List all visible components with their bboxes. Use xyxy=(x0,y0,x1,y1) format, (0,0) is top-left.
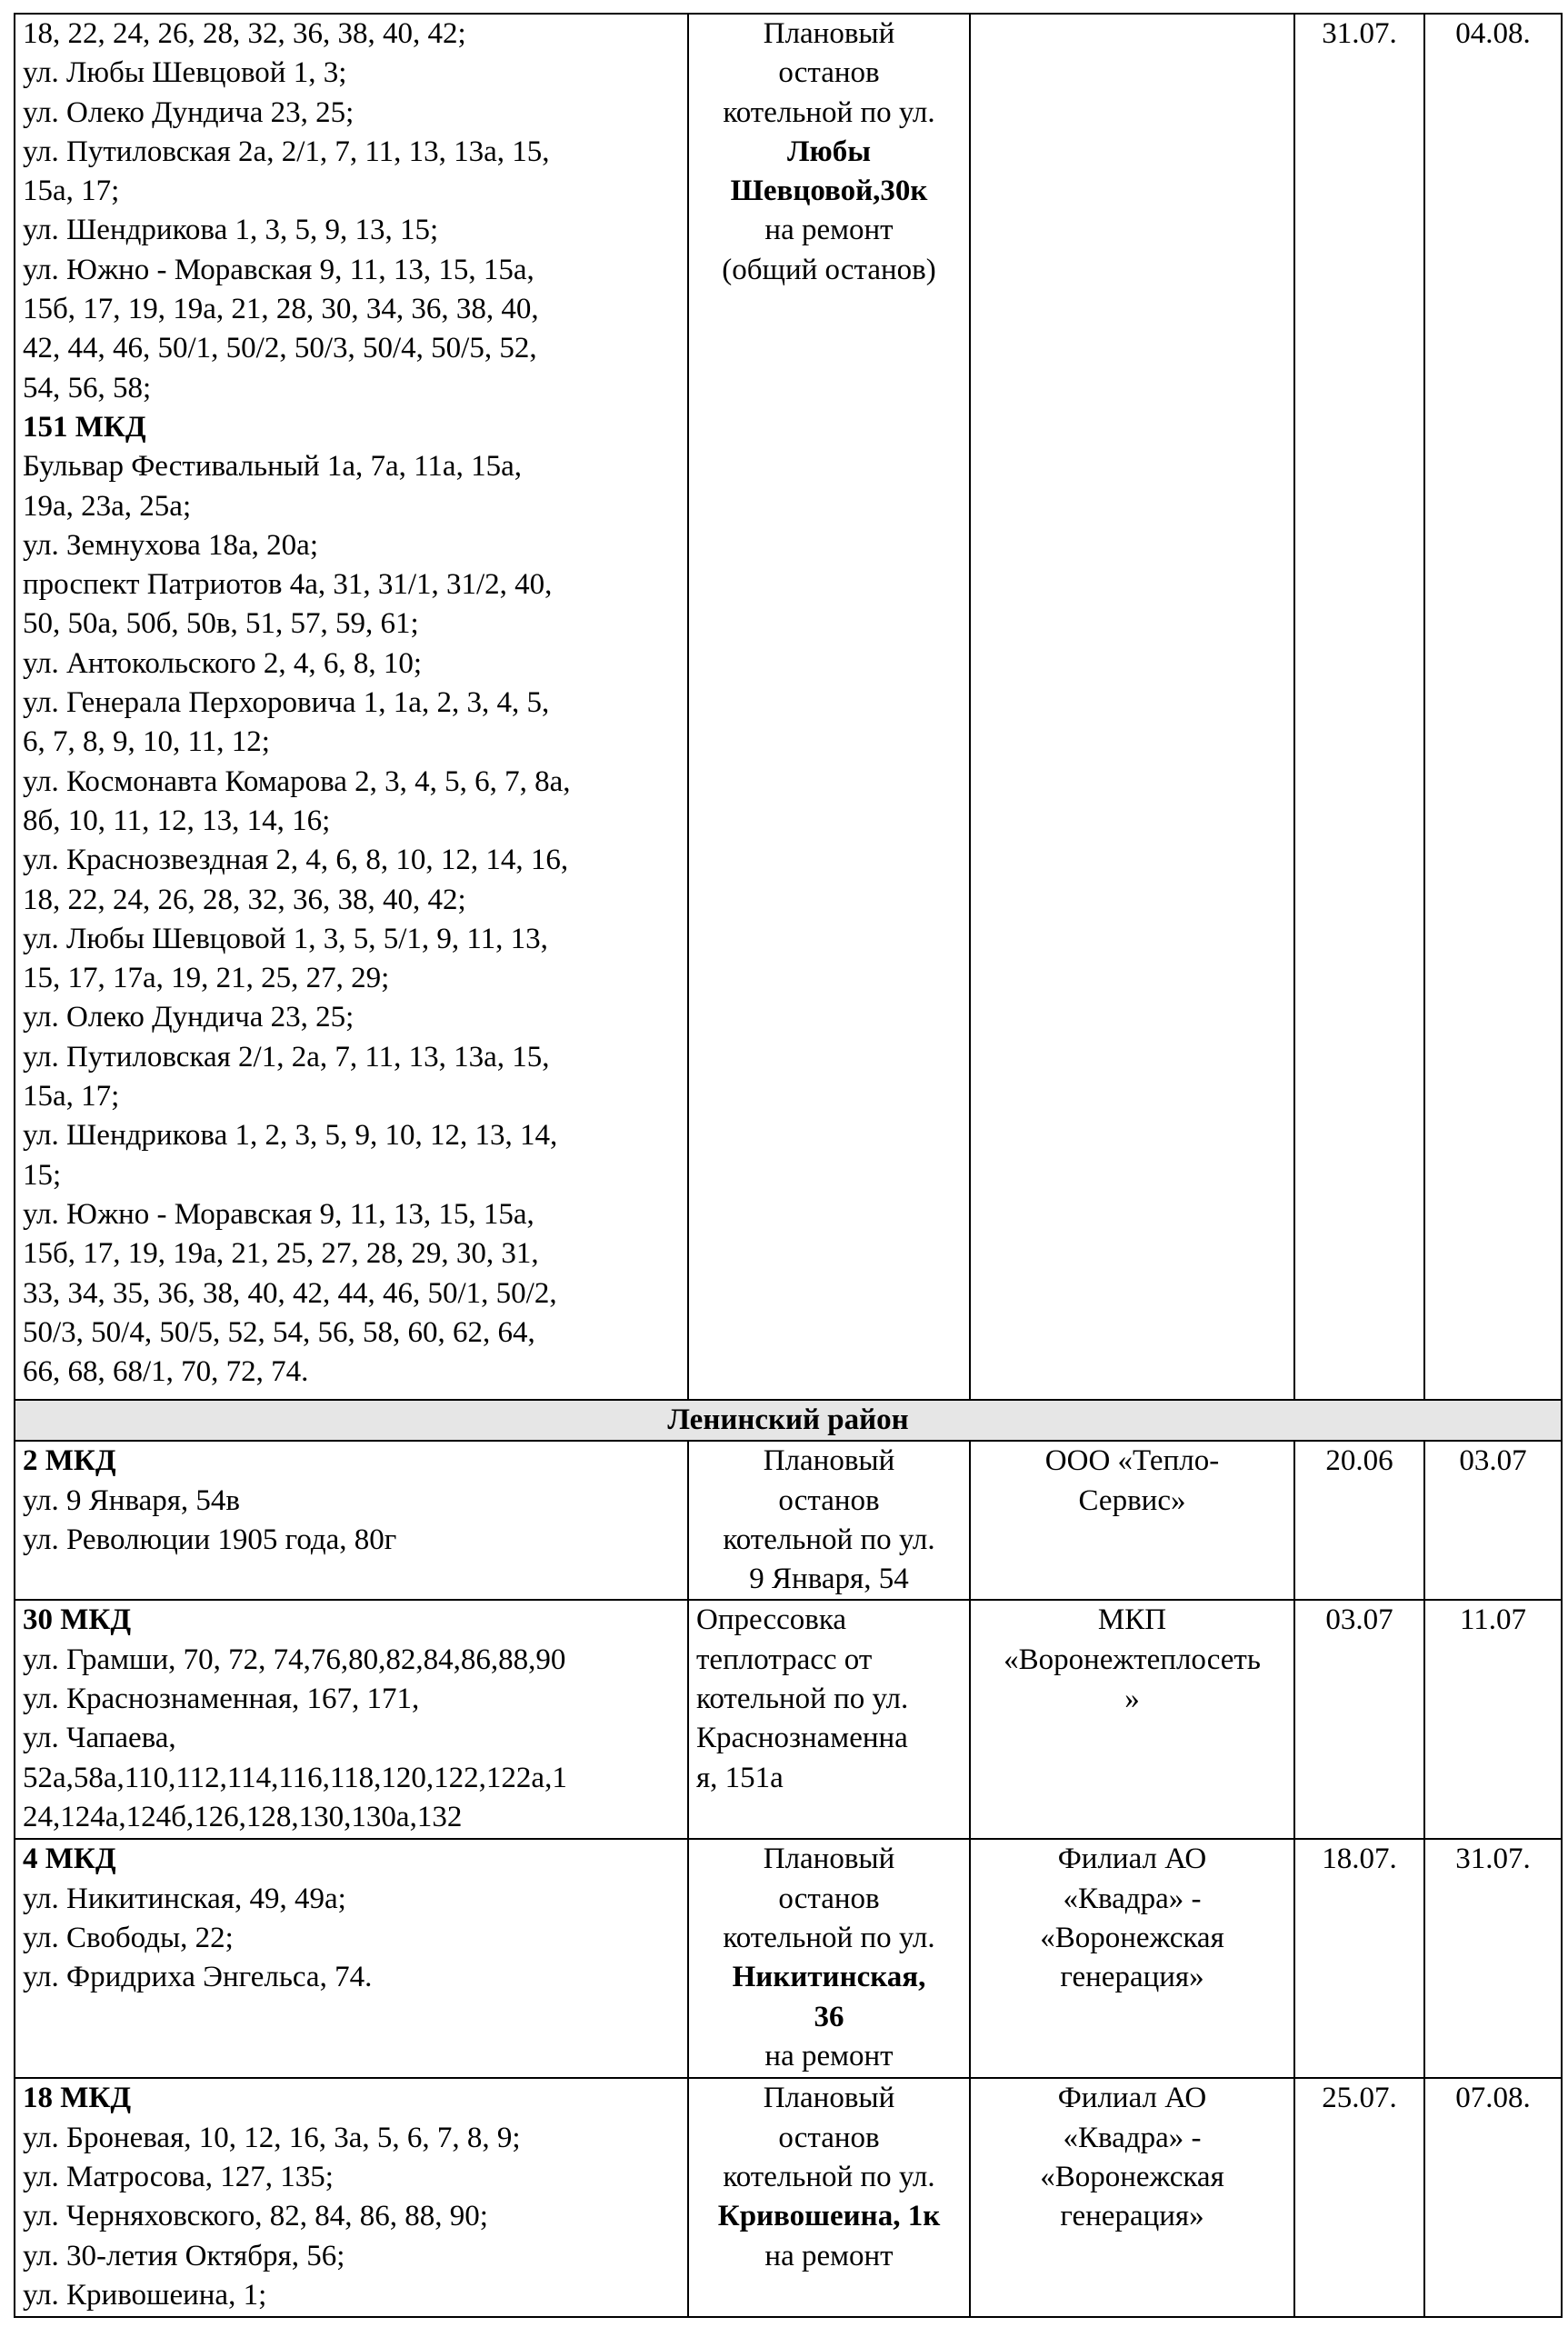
text-line: ул. Фридриха Энгельса, 74. xyxy=(23,1961,373,1994)
text-line: ул. Южно - Моравская 9, 11, 13, 15, 15а, xyxy=(23,1197,534,1231)
text-line: 15б, 17, 19, 19а, 21, 25, 27, 28, 29, 30, 31, xyxy=(23,1237,539,1271)
start-date: 18.07. xyxy=(1322,1843,1397,1876)
text-line: останов xyxy=(778,2121,880,2154)
text-line: ул. Земнухова 18а, 20а; xyxy=(23,528,318,562)
text-line: ул. Чапаева, xyxy=(23,1722,176,1755)
text-line: ул. Свободы, 22; xyxy=(23,1922,234,1955)
start-date: 20.06 xyxy=(1325,1444,1393,1478)
text-line: ул. Шендрикова 1, 2, 3, 5, 9, 10, 12, 13, 14, xyxy=(23,1119,558,1153)
organization-cell xyxy=(970,2078,1294,2317)
start-date-cell xyxy=(1294,1600,1424,1839)
text-line: Опрессовка xyxy=(696,1603,847,1637)
bold-text-line: 30 МКД xyxy=(23,1603,132,1637)
reason-cell xyxy=(688,1600,970,1839)
text-line: МКП xyxy=(1097,1603,1167,1637)
address-cell xyxy=(15,1839,688,2078)
text-line: ул. Олеко Дундича 23, 25; xyxy=(23,95,355,129)
bold-text-line: 2 МКД xyxy=(23,1444,116,1478)
text-line: Бульвар Фестивальный 1а, 7а, 11а, 15а, xyxy=(23,450,522,484)
text-line: «Воронежская xyxy=(1040,2161,1224,2194)
text-line: ул. 9 Января, 54в xyxy=(23,1483,240,1517)
text-line: котельной по ул. xyxy=(696,1683,909,1716)
text-line: Плановый xyxy=(763,1444,895,1478)
text-line: 52а,58а,110,112,114,116,118,120,122,122а,1 xyxy=(23,1761,567,1794)
end-date: 11.07 xyxy=(1459,1603,1527,1637)
text-line: Филиал АО xyxy=(1057,2082,1207,2115)
bold-text-line: 151 МКД xyxy=(23,410,146,444)
text-line: котельной по ул. xyxy=(723,95,935,129)
text-line: ул. Кривошеина, 1; xyxy=(23,2278,267,2312)
text-line: проспект Патриотов 4а, 31, 31/1, 31/2, 40, xyxy=(23,568,553,602)
table-row xyxy=(15,1839,1562,2078)
bold-text-line: 4 МКД xyxy=(23,1843,116,1876)
reason-cell xyxy=(688,1839,970,2078)
text-line: котельной по ул. xyxy=(723,1523,935,1556)
start-date: 03.07 xyxy=(1325,1603,1393,1637)
start-date-cell xyxy=(1294,2078,1424,2317)
text-line: «Квадра» - xyxy=(1063,2121,1202,2154)
end-date: 04.08. xyxy=(1455,17,1531,50)
text-line: 42, 44, 46, 50/1, 50/2, 50/3, 50/4, 50/5, 52, xyxy=(23,332,537,365)
text-line: ул. Путиловская 2/1, 2а, 7, 11, 13, 13а, 15, xyxy=(23,1040,550,1074)
text-line: Плановый xyxy=(763,1843,895,1876)
bold-text-line: 18 МКД xyxy=(23,2082,132,2115)
text-line: 6, 7, 8, 9, 10, 11, 12; xyxy=(23,725,270,759)
end-date-cell xyxy=(1424,1839,1562,2078)
table-row xyxy=(15,2078,1562,2317)
address-cell xyxy=(15,2078,688,2317)
bold-text-line: Шевцовой,30к xyxy=(730,175,928,208)
text-line: ул. Никитинская, 49, 49а; xyxy=(23,1882,346,1915)
text-line: 19а, 23а, 25а; xyxy=(23,489,192,523)
bold-text-line: Никитинская, xyxy=(732,1961,926,1994)
text-line: 50, 50а, 50б, 50в, 51, 57, 59, 61; xyxy=(23,607,419,641)
text-line: ул. Любы Шевцовой 1, 3; xyxy=(23,56,347,90)
start-date: 25.07. xyxy=(1322,2082,1397,2115)
text-line: Филиал АО xyxy=(1057,1843,1207,1876)
text-line: 54, 56, 58; xyxy=(23,371,152,404)
organization-cell xyxy=(970,14,1294,1400)
text-line: ул. Южно - Моравская 9, 11, 13, 15, 15а, xyxy=(23,253,534,286)
text-line: на ремонт xyxy=(764,2239,894,2272)
text-line: ул. Революции 1905 года, 80г xyxy=(23,1523,397,1556)
text-line: генерация» xyxy=(1060,2200,1204,2233)
text-line: ул. Антокольского 2, 4, 6, 8, 10; xyxy=(23,646,423,680)
text-line: 33, 34, 35, 36, 38, 40, 42, 44, 46, 50/1, 50/2, xyxy=(23,1276,557,1310)
end-date-cell xyxy=(1424,1441,1562,1600)
organization-cell xyxy=(970,1441,1294,1600)
text-line: «Воронежская xyxy=(1040,1922,1224,1955)
text-line: Краснознаменна xyxy=(696,1722,908,1755)
text-line: котельной по ул. xyxy=(723,1922,935,1955)
start-date-cell xyxy=(1294,1839,1424,2078)
text-line: ул. Краснознаменная, 167, 171, xyxy=(23,1683,420,1716)
address-cell xyxy=(15,1441,688,1600)
text-line: ул. Черняховского, 82, 84, 86, 88, 90; xyxy=(23,2200,488,2233)
text-line: ул. Генерала Перхоровича 1, 1а, 2, 3, 4, 5, xyxy=(23,686,550,720)
end-date: 03.07 xyxy=(1459,1444,1527,1478)
text-line: ул. Броневая, 10, 12, 16, 3а, 5, 6, 7, 8, 9; xyxy=(23,2121,521,2154)
start-date: 31.07. xyxy=(1322,17,1397,50)
text-line: 15а, 17; xyxy=(23,175,120,208)
table-row xyxy=(15,1441,1562,1600)
text-line: 50/3, 50/4, 50/5, 52, 54, 56, 58, 60, 62, 64, xyxy=(23,1315,535,1349)
text-line: Плановый xyxy=(763,2082,895,2115)
text-line: теплотрасс от xyxy=(696,1643,873,1676)
end-date-cell xyxy=(1424,2078,1562,2317)
text-line: ул. Путиловская 2а, 2/1, 7, 11, 13, 13а, 15, xyxy=(23,135,550,168)
text-line: 8б, 10, 11, 12, 13, 14, 16; xyxy=(23,804,331,837)
address-cell xyxy=(15,14,688,1400)
bold-text-line: 36 xyxy=(814,2000,844,2033)
text-line: Плановый xyxy=(763,17,895,50)
outage-schedule-table xyxy=(14,13,1563,2318)
text-line: останов xyxy=(778,1483,880,1517)
text-line: ул. Олеко Дундича 23, 25; xyxy=(23,1001,355,1034)
reason-cell xyxy=(688,14,970,1400)
text-line: «Квадра» - xyxy=(1063,1882,1202,1915)
address-cell xyxy=(15,1600,688,1839)
district-header: Ленинский район xyxy=(15,1400,1562,1441)
end-date-cell xyxy=(1424,1600,1562,1839)
text-line: ООО «Тепло- xyxy=(1044,1444,1220,1478)
start-date-cell xyxy=(1294,1441,1424,1600)
text-line: ул. Космонавта Комарова 2, 3, 4, 5, 6, 7, 8а, xyxy=(23,764,571,798)
text-line: останов xyxy=(778,1882,880,1915)
text-line: ул. Грамши, 70, 72, 74,76,80,82,84,86,88,90 xyxy=(23,1643,566,1676)
text-line: я, 151а xyxy=(696,1761,784,1794)
end-date: 07.08. xyxy=(1455,2082,1531,2115)
text-line: на ремонт xyxy=(764,2039,894,2072)
organization-cell xyxy=(970,1839,1294,2078)
start-date-cell xyxy=(1294,14,1424,1400)
text-line: останов xyxy=(778,56,880,90)
text-line: 9 Января, 54 xyxy=(749,1563,909,1596)
district-header-row xyxy=(15,1400,1562,1441)
text-line: генерация» xyxy=(1060,1961,1204,1994)
text-line: ул. Краснозвездная 2, 4, 6, 8, 10, 12, 14, 16, xyxy=(23,844,569,877)
bold-text-line: Любы xyxy=(786,135,872,168)
organization-cell xyxy=(970,1600,1294,1839)
text-line: (общий останов) xyxy=(722,253,936,286)
text-line: ул. Матросова, 127, 135; xyxy=(23,2161,334,2194)
text-line: «Воронежтеплосеть xyxy=(1004,1643,1261,1676)
text-line: ул. Любы Шевцовой 1, 3, 5, 5/1, 9, 11, 13, xyxy=(23,922,548,955)
text-line: Сервис» xyxy=(1078,1483,1186,1517)
text-line: 18, 22, 24, 26, 28, 32, 36, 38, 40, 42; xyxy=(23,17,466,50)
reason-cell xyxy=(688,2078,970,2317)
text-line: 15а, 17; xyxy=(23,1080,120,1114)
text-line: ул. Шендрикова 1, 3, 5, 9, 13, 15; xyxy=(23,214,439,247)
text-line: 24,124а,124б,126,128,130,130а,132 xyxy=(23,1800,463,1833)
end-date-cell xyxy=(1424,14,1562,1400)
text-line: ул. 30-летия Октября, 56; xyxy=(23,2239,345,2272)
text-line: котельной по ул. xyxy=(723,2161,935,2194)
text-line: 15, 17, 17а, 19, 21, 25, 27, 29; xyxy=(23,962,390,995)
reason-cell xyxy=(688,1441,970,1600)
text-line: » xyxy=(1124,1683,1140,1716)
text-line: 18, 22, 24, 26, 28, 32, 36, 38, 40, 42; xyxy=(23,883,466,916)
bold-text-line: Кривошеина, 1к xyxy=(717,2200,941,2233)
text-line: 15б, 17, 19, 19а, 21, 28, 30, 34, 36, 38, 40, xyxy=(23,293,539,326)
table-row xyxy=(15,1600,1562,1839)
table-row xyxy=(15,14,1562,1400)
text-line: 15; xyxy=(23,1158,62,1192)
text-line: 66, 68, 68/1, 70, 72, 74. xyxy=(23,1355,309,1389)
end-date: 31.07. xyxy=(1455,1843,1531,1876)
text-line: на ремонт xyxy=(764,214,894,247)
